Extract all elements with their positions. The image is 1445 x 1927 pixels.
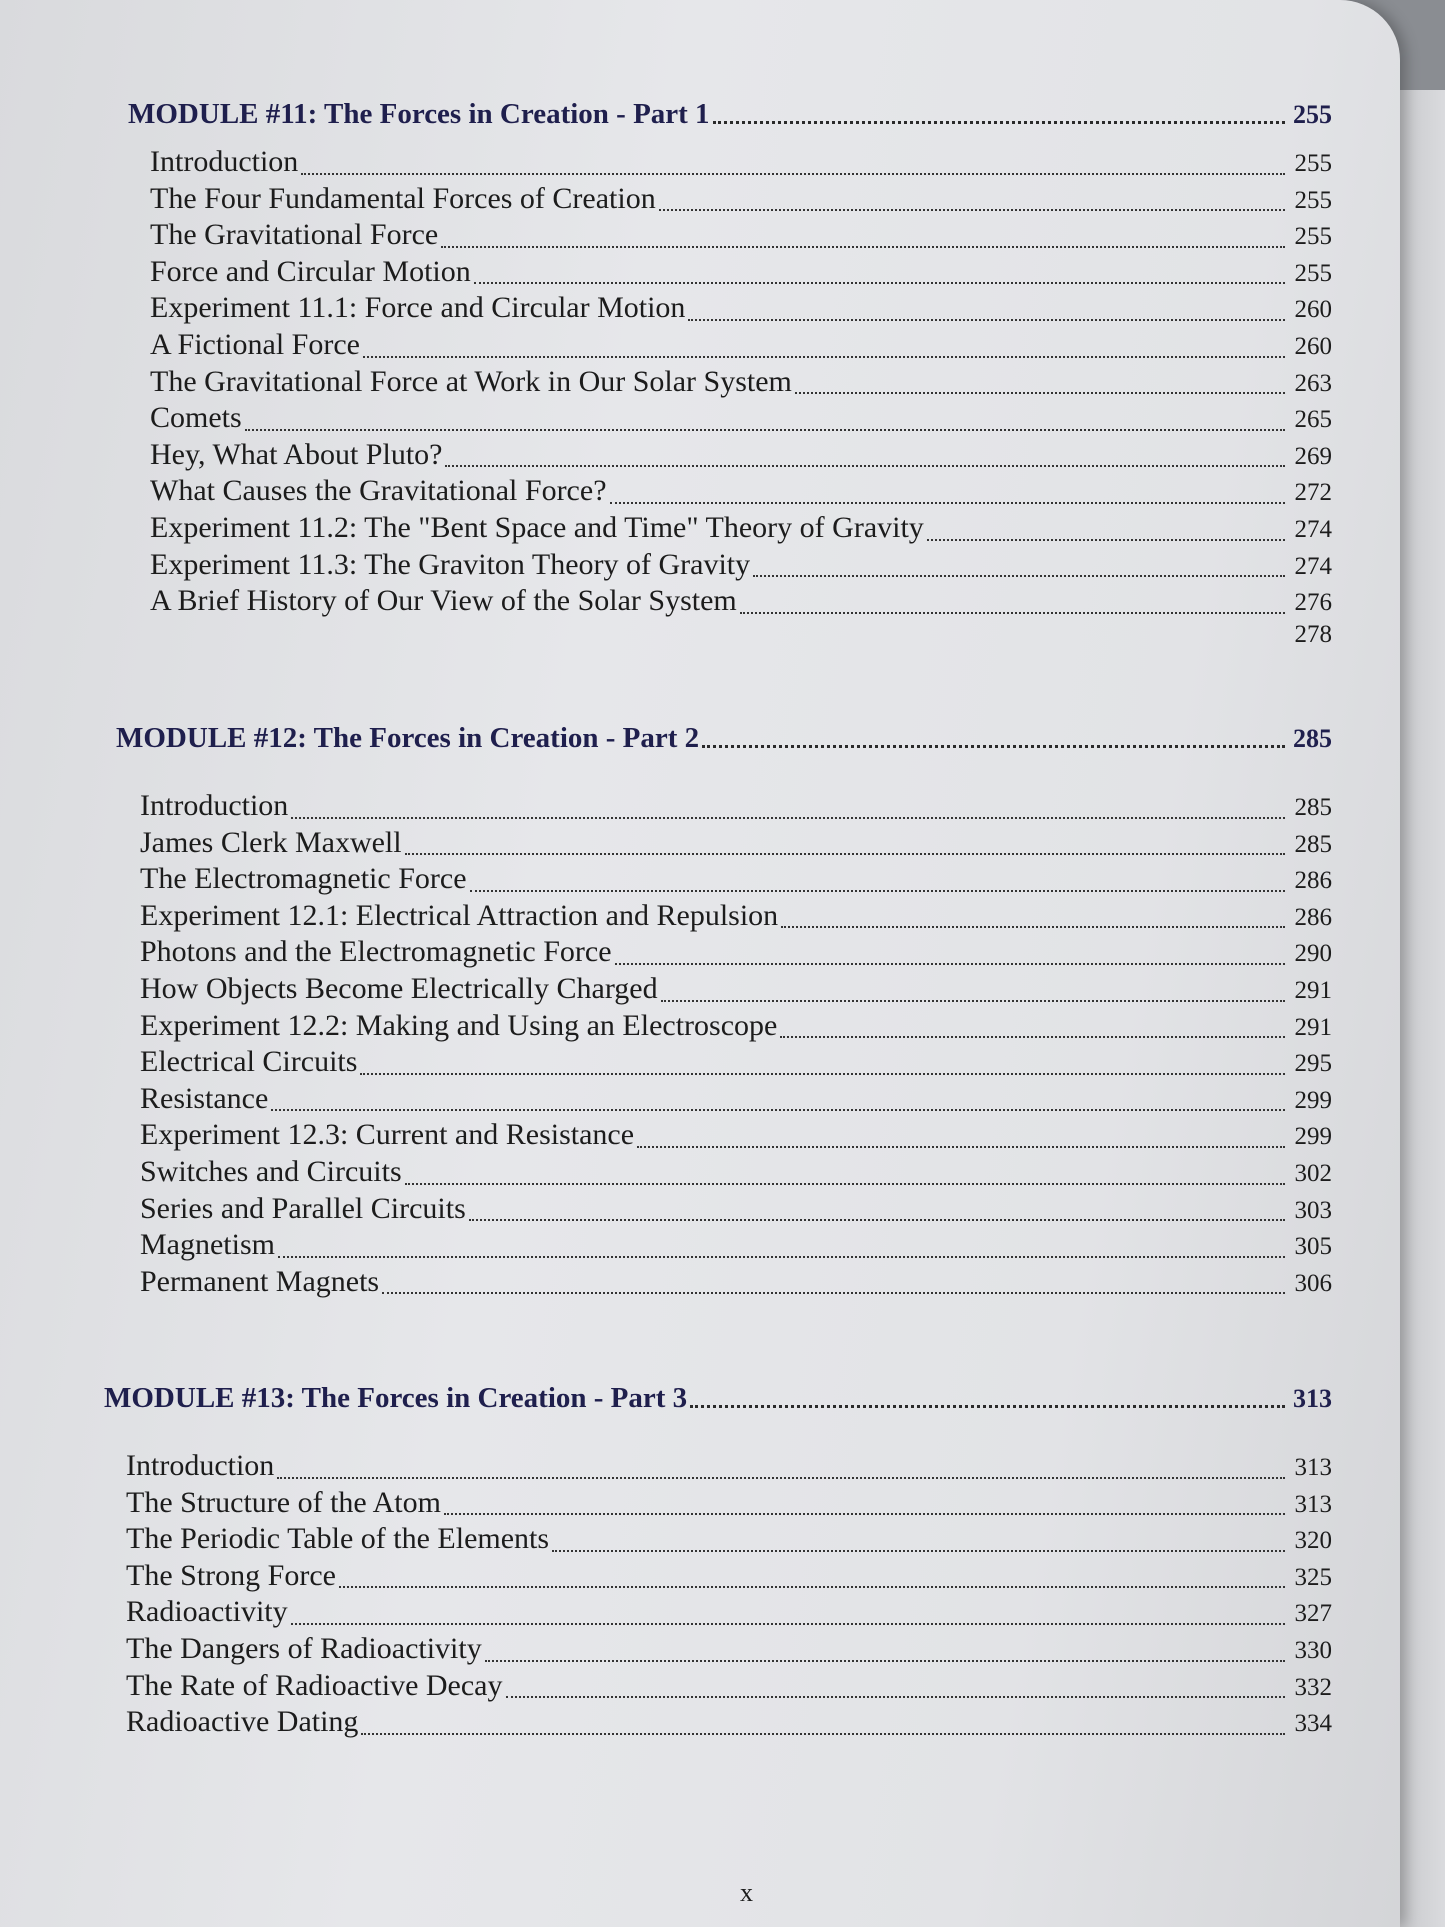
dot-leader <box>615 963 1285 965</box>
entry-page-number: 276 <box>1294 589 1332 617</box>
module-heading <box>104 1382 1332 1415</box>
module-12-section <box>116 722 1332 1301</box>
entry-label: How Objects Become Electrically Charged <box>140 971 658 1005</box>
entry-label: Experiment 12.1: Electrical Attraction and Repulsion <box>140 898 779 932</box>
entry-page-number: 325 <box>1294 1563 1332 1591</box>
next-page-edge <box>1400 90 1445 1927</box>
entry-page-number: 302 <box>1294 1159 1332 1187</box>
entry-label: Switches and Circuits <box>140 1154 402 1188</box>
dot-leader <box>278 1256 1285 1258</box>
dot-leader <box>360 1073 1285 1075</box>
entry-label: Permanent Magnets <box>140 1264 380 1298</box>
toc-entry <box>150 218 1332 255</box>
dot-leader <box>552 1550 1285 1552</box>
dot-leader <box>271 1109 1285 1111</box>
entry-label: James Clerk Maxwell <box>140 825 402 859</box>
dot-leader <box>405 1183 1285 1185</box>
toc-entry <box>150 365 1332 402</box>
toc-entry <box>150 474 1332 511</box>
entry-label: What Causes the Gravitational Force? <box>150 474 607 508</box>
entry-page-number: 320 <box>1294 1527 1332 1555</box>
module-13-section <box>104 1382 1332 1742</box>
entry-page-number: 306 <box>1294 1269 1332 1297</box>
entry-page-number: 291 <box>1294 976 1332 1004</box>
entry-label: The Periodic Table of the Elements <box>126 1522 550 1556</box>
entry-page-number: 255 <box>1294 223 1332 251</box>
dot-leader <box>780 1036 1285 1038</box>
toc-entry <box>140 1228 1332 1265</box>
dot-leader <box>506 1696 1286 1698</box>
dot-leader <box>690 1405 1285 1408</box>
toc-entry-trailing-page <box>150 621 1332 658</box>
dot-leader <box>659 209 1285 211</box>
entry-label: The Four Fundamental Forces of Creation <box>150 181 656 215</box>
entry-list <box>104 1449 1332 1742</box>
entry-page-number: 278 <box>1294 620 1332 648</box>
entry-page-number: 299 <box>1294 1123 1332 1151</box>
entry-page-number: 305 <box>1294 1233 1332 1261</box>
entry-label: A Brief History of Our View of the Solar System <box>150 584 737 618</box>
entry-page-number: 274 <box>1294 515 1332 543</box>
dot-leader <box>245 429 1285 431</box>
entry-label: The Gravitational Force at Work in Our Solar System <box>150 364 792 398</box>
entry-page-number: 327 <box>1294 1600 1332 1628</box>
dot-leader <box>339 1586 1285 1588</box>
toc-entry <box>140 1155 1332 1192</box>
entry-label: Introduction <box>126 1449 275 1482</box>
dot-leader <box>702 745 1285 748</box>
toc-entry <box>140 935 1332 972</box>
toc-entry <box>140 899 1332 936</box>
toc-entry <box>140 862 1332 899</box>
toc-entry <box>126 1595 1332 1632</box>
dot-leader <box>445 465 1285 467</box>
entry-page-number: 285 <box>1294 830 1332 858</box>
dot-leader <box>713 121 1285 124</box>
dot-leader <box>474 282 1285 284</box>
entry-list <box>116 789 1332 1301</box>
dot-leader <box>470 890 1285 892</box>
dot-leader <box>610 502 1285 504</box>
module-title: MODULE #12: The Forces in Creation - Part 2 <box>116 722 700 754</box>
toc-entry <box>150 328 1332 365</box>
toc-entry <box>150 401 1332 438</box>
entry-label: Introduction <box>140 789 289 822</box>
toc-entry <box>140 1118 1332 1155</box>
entry-label: Experiment 12.2: Making and Using an Electroscope <box>140 1008 778 1042</box>
dot-leader <box>277 1477 1285 1479</box>
entry-label: Experiment 11.2: The "Bent Space and Time" Theory of Gravity <box>150 510 924 544</box>
module-heading <box>116 722 1332 755</box>
entry-label: The Gravitational Force <box>150 218 439 252</box>
entry-label: The Strong Force <box>126 1558 336 1592</box>
toc-entry <box>126 1486 1332 1523</box>
module-title: MODULE #11: The Forces in Creation - Part 1 <box>128 98 710 130</box>
dot-leader <box>363 356 1285 358</box>
module-page-number: 285 <box>1293 724 1332 753</box>
entry-page-number: 291 <box>1294 1013 1332 1041</box>
toc-entry <box>126 1632 1332 1669</box>
toc-entry <box>126 1705 1332 1742</box>
entry-page-number: 260 <box>1294 296 1332 324</box>
entry-page-number: 299 <box>1294 1086 1332 1114</box>
entry-label: Resistance <box>140 1081 269 1115</box>
toc-entry <box>150 548 1332 585</box>
entry-page-number: 272 <box>1294 479 1332 507</box>
entry-page-number: 260 <box>1294 332 1332 360</box>
entry-page-number: 330 <box>1294 1636 1332 1664</box>
entry-label: Series and Parallel Circuits <box>140 1191 466 1225</box>
dot-leader <box>291 817 1285 819</box>
dot-leader <box>444 1513 1285 1515</box>
entry-label: The Dangers of Radioactivity <box>126 1631 482 1665</box>
toc-entry <box>140 1082 1332 1119</box>
entry-label: The Rate of Radioactive Decay <box>126 1668 503 1702</box>
toc-entry <box>150 438 1332 475</box>
entry-page-number: 295 <box>1294 1050 1332 1078</box>
entry-page-number: 255 <box>1294 259 1332 287</box>
dot-leader <box>405 853 1285 855</box>
dot-leader <box>927 539 1285 541</box>
dot-leader <box>795 392 1285 394</box>
toc-entry <box>140 1192 1332 1229</box>
entry-page-number: 313 <box>1294 1454 1332 1481</box>
dot-leader <box>441 246 1285 248</box>
module-page-number: 255 <box>1293 100 1332 129</box>
toc-entry <box>140 826 1332 863</box>
module-heading <box>128 98 1332 131</box>
entry-page-number: 303 <box>1294 1196 1332 1224</box>
entry-page-number: 263 <box>1294 369 1332 397</box>
entry-label: Photons and the Electromagnetic Force <box>140 935 612 969</box>
entry-label: Experiment 12.3: Current and Resistance <box>140 1118 635 1152</box>
toc-entry <box>150 511 1332 548</box>
entry-label: Introduction <box>150 145 299 178</box>
entry-page-number: 255 <box>1294 150 1332 177</box>
entry-label: Experiment 11.1: Force and Circular Motion <box>150 291 686 325</box>
toc-entry <box>126 1669 1332 1706</box>
toc-entry <box>126 1449 1332 1486</box>
toc-entry <box>140 1265 1332 1302</box>
dot-leader <box>753 575 1285 577</box>
toc-entry <box>126 1559 1332 1596</box>
entry-page-number: 285 <box>1294 794 1332 821</box>
dot-leader <box>637 1146 1285 1148</box>
entry-page-number: 286 <box>1294 867 1332 895</box>
toc-entry <box>150 255 1332 292</box>
entry-label: The Structure of the Atom <box>126 1485 441 1519</box>
toc-entry <box>150 145 1332 182</box>
entry-page-number: 313 <box>1294 1490 1332 1518</box>
entry-label: A Fictional Force <box>150 327 360 361</box>
toc-entry <box>140 972 1332 1009</box>
toc-entry <box>150 291 1332 328</box>
entry-page-number: 334 <box>1294 1710 1332 1738</box>
entry-page-number: 290 <box>1294 940 1332 968</box>
entry-page-number: 269 <box>1294 442 1332 470</box>
entry-label: Hey, What About Pluto? <box>150 437 443 471</box>
entry-label: Radioactivity <box>126 1595 288 1629</box>
toc-entry <box>150 584 1332 621</box>
entry-label: Electrical Circuits <box>140 1045 358 1079</box>
entry-page-number: 265 <box>1294 406 1332 434</box>
entry-label: The Electromagnetic Force <box>140 862 467 896</box>
entry-page-number: 332 <box>1294 1673 1332 1701</box>
toc-entry <box>140 1045 1332 1082</box>
module-page-number: 313 <box>1293 1384 1332 1413</box>
page-number-footer: x <box>740 1878 753 1907</box>
toc-entry <box>126 1522 1332 1559</box>
toc-entry <box>150 182 1332 219</box>
dot-leader <box>661 1000 1285 1002</box>
entry-page-number: 255 <box>1294 186 1332 214</box>
dot-leader <box>781 926 1285 928</box>
toc-entry <box>140 1009 1332 1046</box>
dot-leader <box>469 1219 1285 1221</box>
dot-leader <box>361 1733 1285 1735</box>
entry-label: Magnetism <box>140 1228 275 1262</box>
entry-label: Force and Circular Motion <box>150 254 471 288</box>
dot-leader <box>291 1623 1285 1625</box>
entry-page-number: 286 <box>1294 903 1332 931</box>
entry-page-number: 274 <box>1294 552 1332 580</box>
dot-leader <box>382 1292 1285 1294</box>
entry-label: Comets <box>150 401 242 435</box>
dot-leader <box>688 319 1285 321</box>
dot-leader <box>740 612 1285 614</box>
toc-entry <box>140 789 1332 826</box>
entry-label: Experiment 11.3: The Graviton Theory of Gravity <box>150 547 751 581</box>
module-11-section <box>128 98 1332 657</box>
dot-leader <box>485 1660 1285 1662</box>
entry-label: Radioactive Dating <box>126 1705 359 1739</box>
module-title: MODULE #13: The Forces in Creation - Part 3 <box>104 1382 688 1414</box>
dot-leader <box>301 173 1285 175</box>
entry-list <box>128 145 1332 657</box>
